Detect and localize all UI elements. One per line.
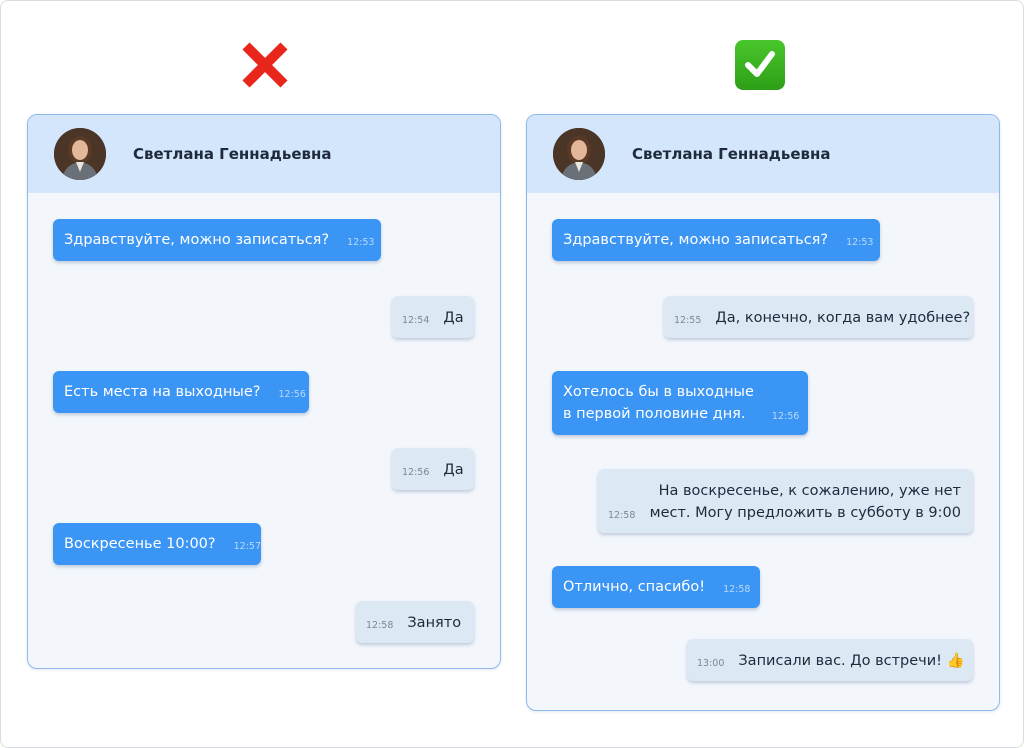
outgoing-message	[664, 296, 973, 338]
message-time: 12:58	[608, 510, 636, 521]
message-time: 12:54	[402, 315, 430, 326]
check-mark-button-icon	[734, 39, 786, 91]
incoming-message	[552, 219, 880, 261]
outgoing-message	[392, 448, 474, 490]
message-time: 12:58	[723, 584, 751, 595]
incoming-message	[552, 371, 808, 435]
message-text: Здравствуйте, можно записаться?	[64, 232, 330, 248]
contact-name: Светлана Геннадьевна	[632, 145, 831, 163]
chat-window-good-example	[526, 114, 1000, 711]
incoming-message	[53, 371, 309, 413]
message-text: Занято	[407, 615, 462, 631]
outgoing-message	[392, 296, 474, 338]
avatar	[54, 128, 106, 180]
message-time: 13:00	[697, 658, 725, 669]
message-text: Да	[443, 310, 464, 326]
cross-mark-icon	[239, 39, 291, 91]
outgoing-message	[598, 469, 973, 533]
message-time: 12:55	[674, 315, 702, 326]
message-text: Записали вас. До встречи! 👍	[738, 653, 965, 669]
message-time: 12:53	[347, 237, 375, 248]
message-text: Да, конечно, когда вам удобнее?	[715, 310, 971, 326]
chat-header	[527, 115, 999, 193]
avatar	[553, 128, 605, 180]
incoming-message	[53, 219, 381, 261]
chat-header	[28, 115, 500, 193]
outgoing-message	[356, 601, 474, 643]
incoming-message	[53, 523, 261, 565]
incoming-message	[552, 566, 760, 608]
message-text: Отлично, спасибо!	[563, 579, 706, 595]
message-text: Воскресенье 10:00?	[64, 536, 216, 552]
message-text: Здравствуйте, можно записаться?	[563, 232, 829, 248]
message-text: На воскресенье, к сожалению, уже нет мест. Могу предложить в субботу в 9:00	[649, 483, 961, 521]
message-text: Есть места на выходные?	[64, 384, 261, 400]
message-time: 12:56	[771, 411, 800, 422]
message-time: 12:57	[233, 541, 261, 552]
outgoing-message	[687, 639, 973, 681]
message-time: 12:58	[366, 620, 394, 631]
message-text: Да	[443, 462, 464, 478]
message-time: 12:56	[278, 389, 306, 400]
message-text: Хотелось бы в выходные в первой половине дня.	[563, 384, 754, 422]
chat-window-bad-example	[27, 114, 501, 669]
contact-name: Светлана Геннадьевна	[133, 145, 332, 163]
message-time: 12:53	[846, 237, 874, 248]
message-time: 12:56	[402, 467, 430, 478]
